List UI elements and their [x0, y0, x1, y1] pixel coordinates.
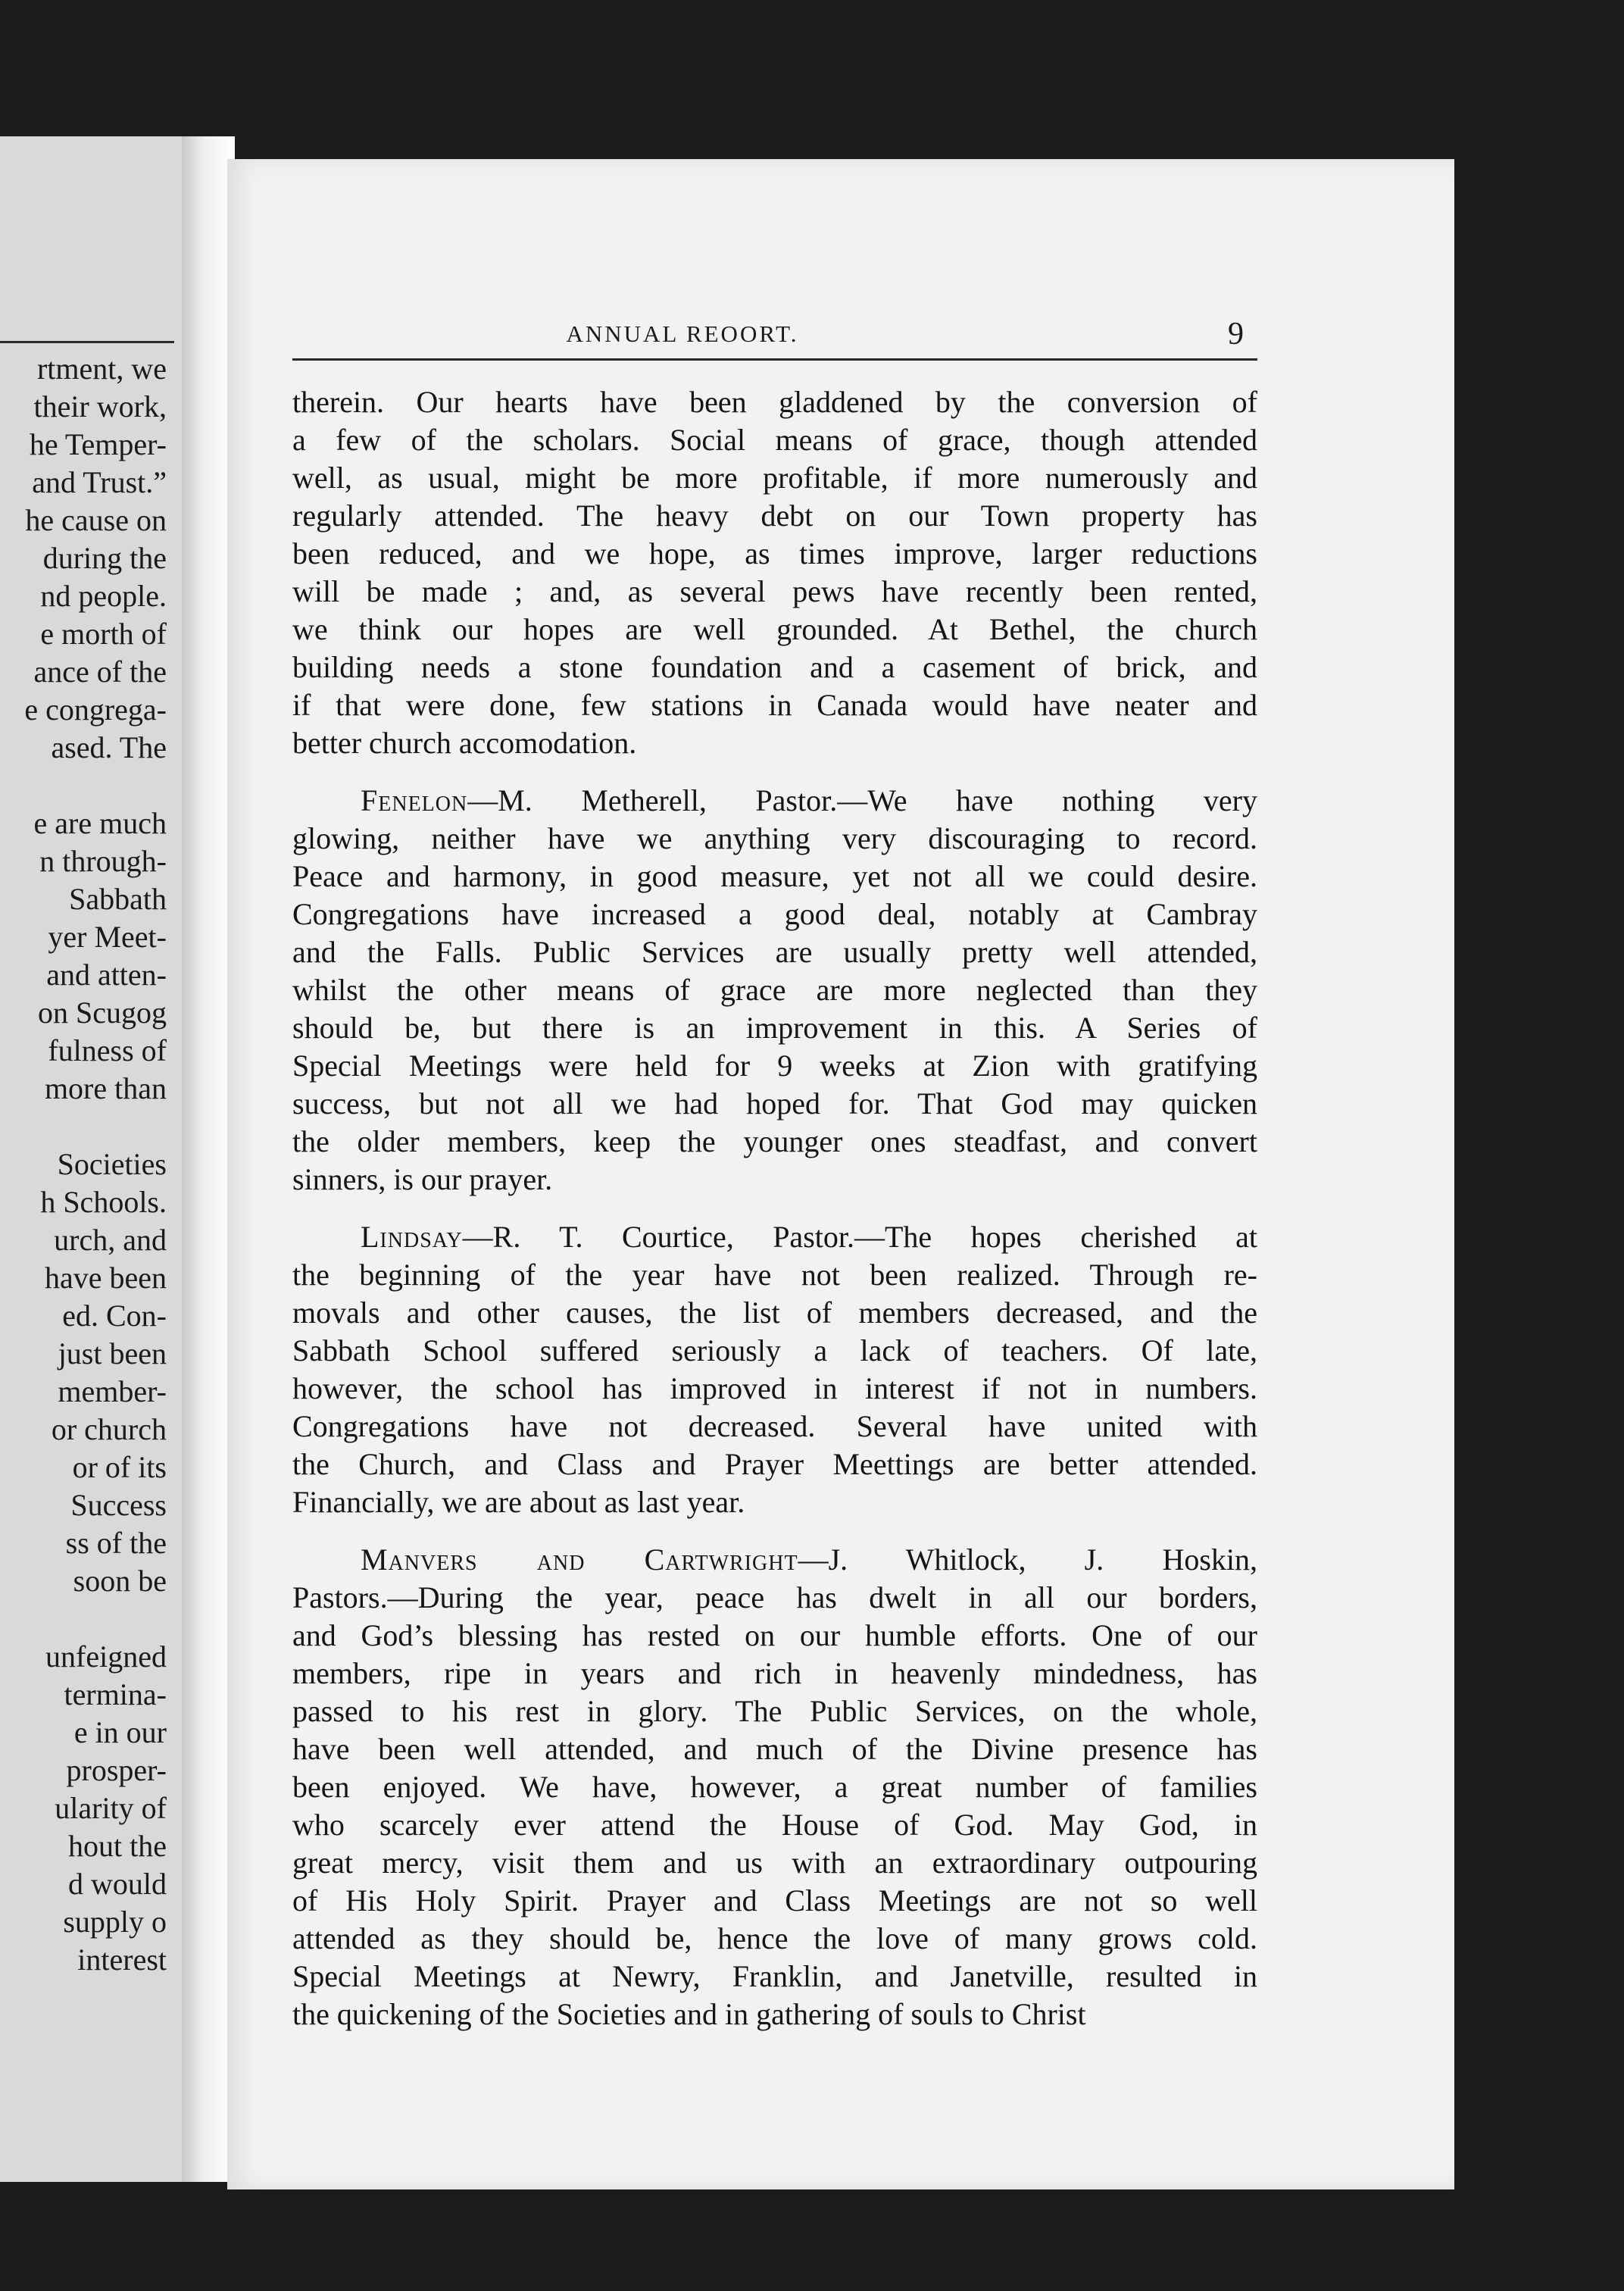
text-line: and God’s blessing has rested on our humble efforts. One of our [292, 1618, 1257, 1652]
left-line: ss of the [65, 1526, 167, 1560]
text-line: a few of the scholars. Social means of grace, though attended [292, 423, 1257, 457]
left-line: e in our [73, 1715, 167, 1749]
text-run: —M. Metherell, Pastor.—We have nothing very [467, 783, 1257, 817]
left-line: Societies [57, 1147, 167, 1181]
text-line: Peace and harmony, in good measure, yet not all we could desire. [292, 859, 1257, 893]
text-line: building needs a stone foundation and a casement of brick, and [292, 650, 1257, 684]
text-line: Special Meetings at Newry, Franklin, and Janetville, resulted in [292, 1959, 1257, 1993]
left-line: interest [77, 1943, 167, 1977]
text-line: we think our hopes are well grounded. At Bethel, the church [292, 612, 1257, 646]
left-line: Sabbath [69, 882, 167, 916]
text-line: Congregations have not decreased. Several have united with [292, 1409, 1257, 1443]
text-line: whilst the other means of grace are more neglected than they [292, 973, 1257, 1007]
text-line: attended as they should be, hence the love of many grows cold. [292, 1921, 1257, 1955]
text-line: been enjoyed. We have, however, a great number of families [292, 1770, 1257, 1804]
text-line [292, 782, 1257, 820]
left-line: on Scugog [38, 995, 167, 1030]
left-line: e morth of [40, 617, 167, 651]
left-line: nd people. [40, 579, 167, 613]
left-page-text [0, 350, 167, 1979]
text-line: who scarcely ever attend the House of God. May God, in [292, 1808, 1257, 1842]
left-line [0, 767, 167, 805]
text-line: movals and other causes, the list of members decreased, and the [292, 1296, 1257, 1330]
left-line: hout the [68, 1829, 167, 1863]
paragraph-manvers-cartwright [292, 1541, 1257, 2033]
text-line: the Church, and Class and Prayer Meettings are better attended. [292, 1447, 1257, 1481]
text-line: Sabbath School suffered seriously a lack of teachers. Of late, [292, 1333, 1257, 1367]
left-line: he cause on [25, 503, 167, 537]
text-line [292, 1218, 1257, 1256]
text-line: better church accomodation. [292, 726, 637, 760]
left-line: urch, and [54, 1223, 167, 1257]
text-line: the older members, keep the younger ones steadfast, and convert [292, 1124, 1257, 1158]
left-line: and Trust.” [32, 465, 167, 499]
page-body [292, 383, 1257, 2053]
header-rule [292, 358, 1257, 361]
text-line: therein. Our hearts have been gladdened by the conversion of [292, 385, 1257, 419]
left-line: ased. The [51, 730, 167, 764]
text-run: —J. Whitlock, J. Hoskin, [798, 1542, 1258, 1577]
left-line: rtment, we [36, 352, 167, 386]
text-line: members, ripe in years and rich in heavenly mindedness, has [292, 1656, 1257, 1690]
left-line: ed. Con- [62, 1299, 167, 1333]
circuit-name: Fenelon [361, 783, 468, 817]
left-line: yer Meet- [48, 920, 167, 954]
text-run: —R. T. Courtice, Pastor.—The hopes cherished at [462, 1220, 1257, 1254]
text-line: well, as usual, might be more profitable, if more numerously and [292, 461, 1257, 495]
left-line: fulness of [48, 1033, 167, 1067]
left-line: e congrega- [24, 692, 167, 727]
text-line: will be made ; and, as several pews have recently been rented, [292, 574, 1257, 608]
left-line: their work, [33, 389, 167, 424]
left-line: he Temper- [29, 427, 167, 461]
left-line: more than [44, 1071, 167, 1105]
text-line: passed to his rest in glory. The Public Services, on the whole, [292, 1694, 1257, 1728]
left-line: member- [58, 1374, 167, 1408]
left-line: prosper- [66, 1753, 167, 1787]
text-line: the quickening of the Societies and in gathering of souls to Christ [292, 1997, 1086, 2031]
left-line: n through- [39, 844, 167, 878]
text-line: glowing, neither have we anything very discouraging to record. [292, 821, 1257, 855]
text-line: Financially, we are about as last year. [292, 1485, 745, 1519]
left-line: have been [44, 1261, 167, 1295]
left-line: ance of the [33, 655, 167, 689]
text-line [292, 1541, 1257, 1579]
circuit-name: Lindsay [361, 1220, 463, 1254]
left-line: h Schools. [40, 1185, 167, 1219]
text-line: great mercy, visit them and us with an extraordinary outpouring [292, 1846, 1257, 1880]
left-line: ularity of [55, 1791, 167, 1825]
left-line [0, 1108, 167, 1146]
left-line: e are much [33, 806, 167, 840]
page [227, 159, 1454, 2189]
left-line: d would [68, 1867, 167, 1901]
paragraph-continuation [292, 383, 1257, 762]
left-line: and atten- [46, 958, 167, 992]
text-line: if that were done, few stations in Canada would have neater and [292, 688, 1257, 722]
left-page-rule [0, 341, 174, 343]
left-line: or church [51, 1412, 167, 1446]
paragraph-fenelon [292, 782, 1257, 1199]
left-line: termina- [64, 1677, 167, 1711]
running-header [292, 314, 1257, 367]
text-line: however, the school has improved in interest if not in numbers. [292, 1371, 1257, 1405]
text-line: and the Falls. Public Services are usually pretty well attended, [292, 935, 1257, 969]
running-title: ANNUAL REOORT. [566, 320, 799, 347]
text-line: Special Meetings were held for 9 weeks at Zion with gratifying [292, 1049, 1257, 1083]
left-line: during the [42, 541, 167, 575]
text-line: Pastors.—During the year, peace has dwelt in all our borders, [292, 1580, 1257, 1614]
left-line [0, 1600, 167, 1638]
left-line: soon be [73, 1564, 167, 1598]
left-line: just been [58, 1336, 167, 1371]
left-line: Success [70, 1488, 167, 1522]
left-line: supply o [63, 1905, 167, 1939]
text-line: success, but not all we had hoped for. That God may quicken [292, 1086, 1257, 1120]
text-line: sinners, is our prayer. [292, 1162, 553, 1196]
text-line: Congregations have increased a good deal, notably at Cambray [292, 897, 1257, 931]
text-line: the beginning of the year have not been realized. Through re- [292, 1258, 1257, 1292]
text-line: been reduced, and we hope, as times improve, larger reductions [292, 536, 1257, 570]
text-line: have been well attended, and much of the Divine presence has [292, 1732, 1257, 1766]
page-number: 9 [1228, 317, 1244, 352]
left-line: unfeigned [45, 1639, 167, 1674]
text-line: should be, but there is an improvement in this. A Series of [292, 1011, 1257, 1045]
text-line: of His Holy Spirit. Prayer and Class Meetings are not so well [292, 1883, 1257, 1918]
circuit-name: Manvers and Cartwright [361, 1542, 798, 1577]
left-line: or of its [72, 1450, 167, 1484]
text-line: regularly attended. The heavy debt on our Town property has [292, 499, 1257, 533]
paragraph-lindsay [292, 1218, 1257, 1521]
